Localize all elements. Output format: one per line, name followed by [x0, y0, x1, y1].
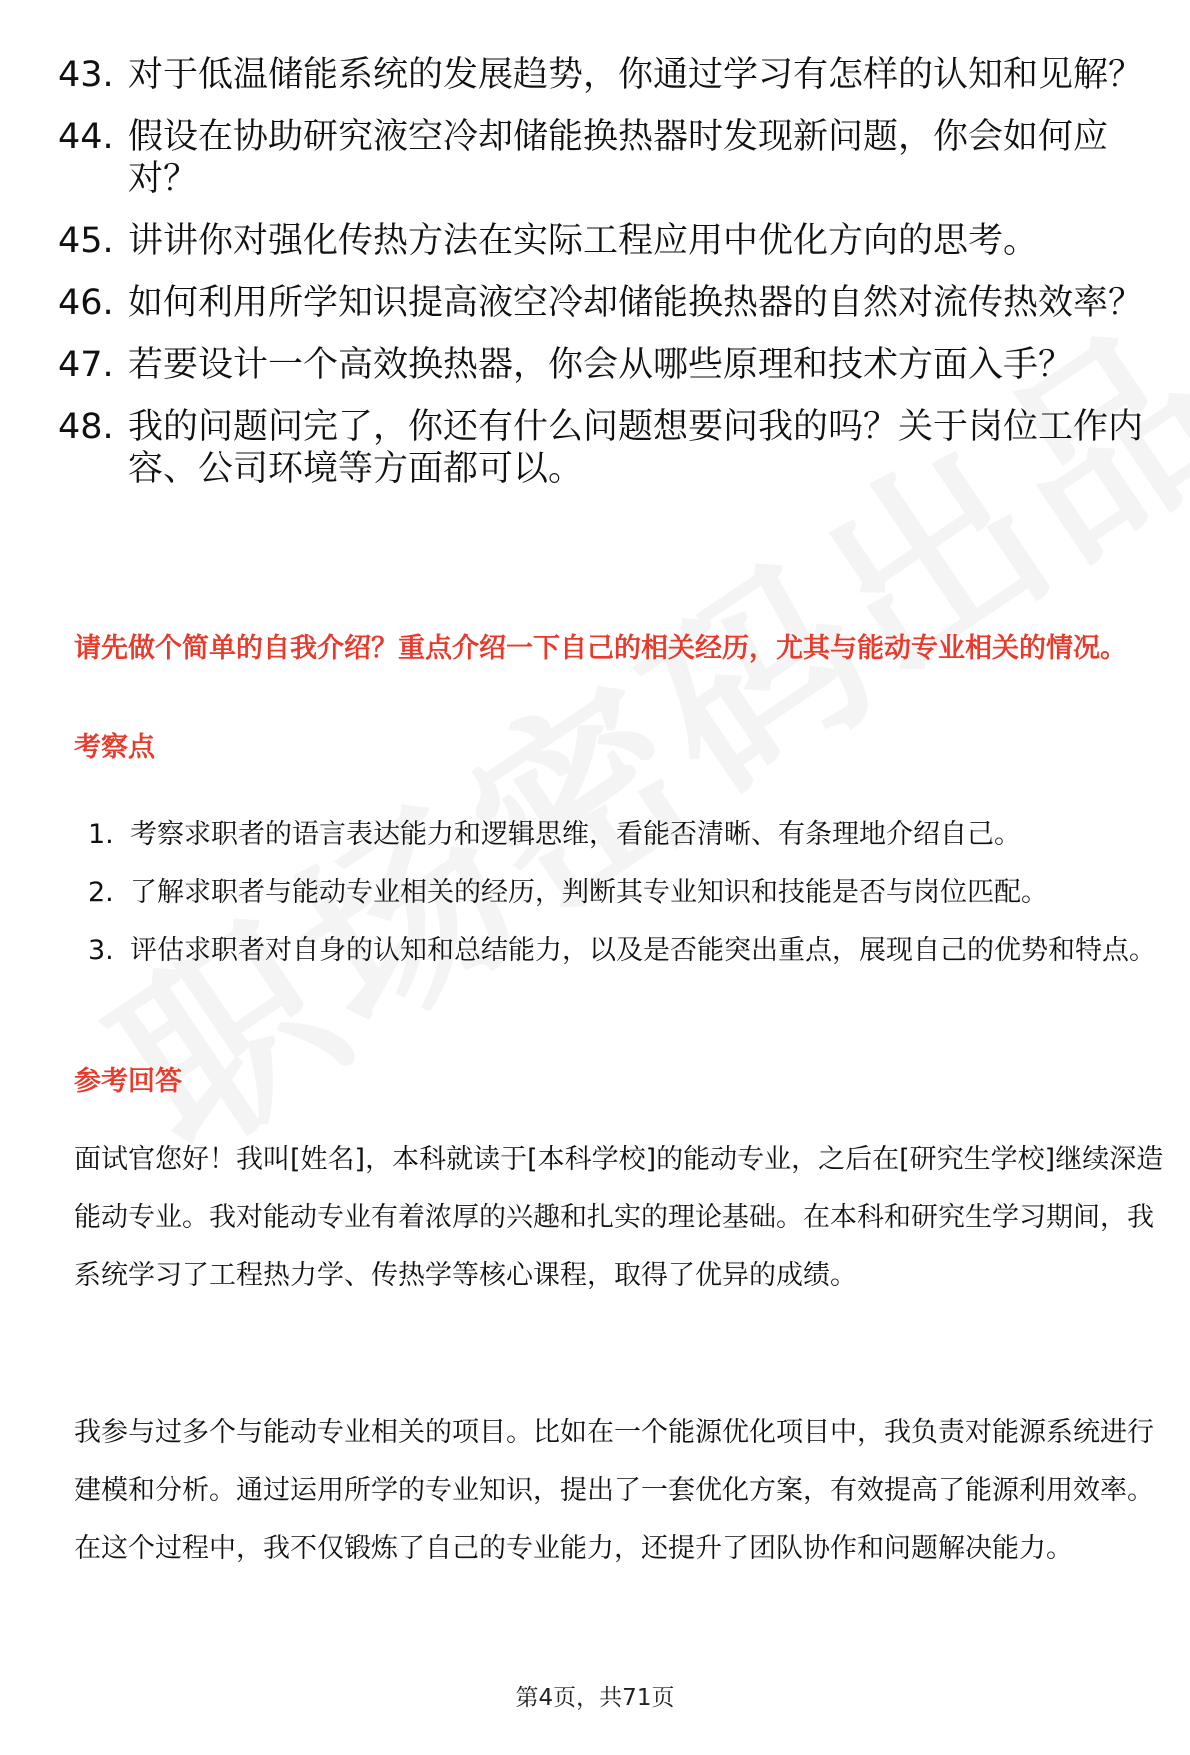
question-text: 如何利用所学知识提高液空冷却储能换热器的自然对流传热效率？ [128, 283, 1144, 323]
point-item [88, 806, 1168, 864]
point-number: 1. [88, 819, 114, 850]
question-number: 46. [58, 283, 114, 323]
question-text: 假设在协助研究液空冷却储能换热器时发现新问题，你会如何应对？ [128, 117, 1109, 199]
question-text: 讲讲你对强化传热方法在实际工程应用中优化方向的思考。 [128, 221, 1039, 261]
question-number: 44. [58, 117, 114, 157]
page-footer: 第4页，共71页 [515, 1685, 675, 1711]
points-heading: 考察点 [74, 732, 155, 763]
point-text: 评估求职者对自身的认知和总结能力，以及是否能突出重点，展现自己的优势和特点。 [130, 935, 1156, 966]
point-number: 2. [88, 877, 114, 908]
question-list [58, 54, 1158, 510]
question-number: 47. [58, 345, 114, 385]
answer-paragraph: 我参与过多个与能动专业相关的项目。比如在一个能源优化项目中，我负责对能源系统进行建模和分析。通过运用所学的专业知识，提出了一套优化方案，有效提高了能源利用效率。在这个过程中，我不仅锻炼了自己的专业能力，还提升了团队协作和问题解决能力。 [74, 1417, 1154, 1564]
point-item [88, 922, 1168, 980]
point-item [88, 864, 1168, 922]
section-question-title: 请先做个简单的自我介绍？重点介绍一下自己的相关经历，尤其与能动专业相关的情况。 [74, 633, 1127, 664]
question-item [58, 282, 1158, 324]
point-number: 3. [88, 935, 114, 966]
point-text: 了解求职者与能动专业相关的经历，判断其专业知识和技能是否与岗位匹配。 [130, 877, 1048, 908]
answer-paragraph: 面试官您好！我叫[姓名]，本科就读于[本科学校]的能动专业，之后在[研究生学校]继续深造能动专业。我对能动专业有着浓厚的兴趣和扎实的理论基础。在本科和研究生学习期间，我系统学习了工程热力学、传热学等核心课程，取得了优异的成绩。 [74, 1144, 1164, 1291]
question-item [58, 344, 1158, 386]
question-number: 45. [58, 221, 114, 261]
question-text: 对于低温储能系统的发展趋势，你通过学习有怎样的认知和见解？ [128, 55, 1144, 95]
question-number: 48. [58, 407, 114, 447]
answer-heading: 参考回答 [74, 1066, 182, 1097]
points-list [88, 806, 1168, 980]
question-text: 若要设计一个高效换热器，你会从哪些原理和技术方面入手？ [128, 345, 1074, 385]
question-item [58, 220, 1158, 262]
question-text: 我的问题问完了，你还有什么问题想要问我的吗？关于岗位工作内容、公司环境等方面都可以。 [128, 407, 1144, 489]
point-text: 考察求职者的语言表达能力和逻辑思维，看能否清晰、有条理地介绍自己。 [130, 819, 1021, 850]
question-item [58, 54, 1158, 96]
question-number: 43. [58, 55, 114, 95]
question-item [58, 116, 1158, 200]
question-item [58, 406, 1158, 490]
